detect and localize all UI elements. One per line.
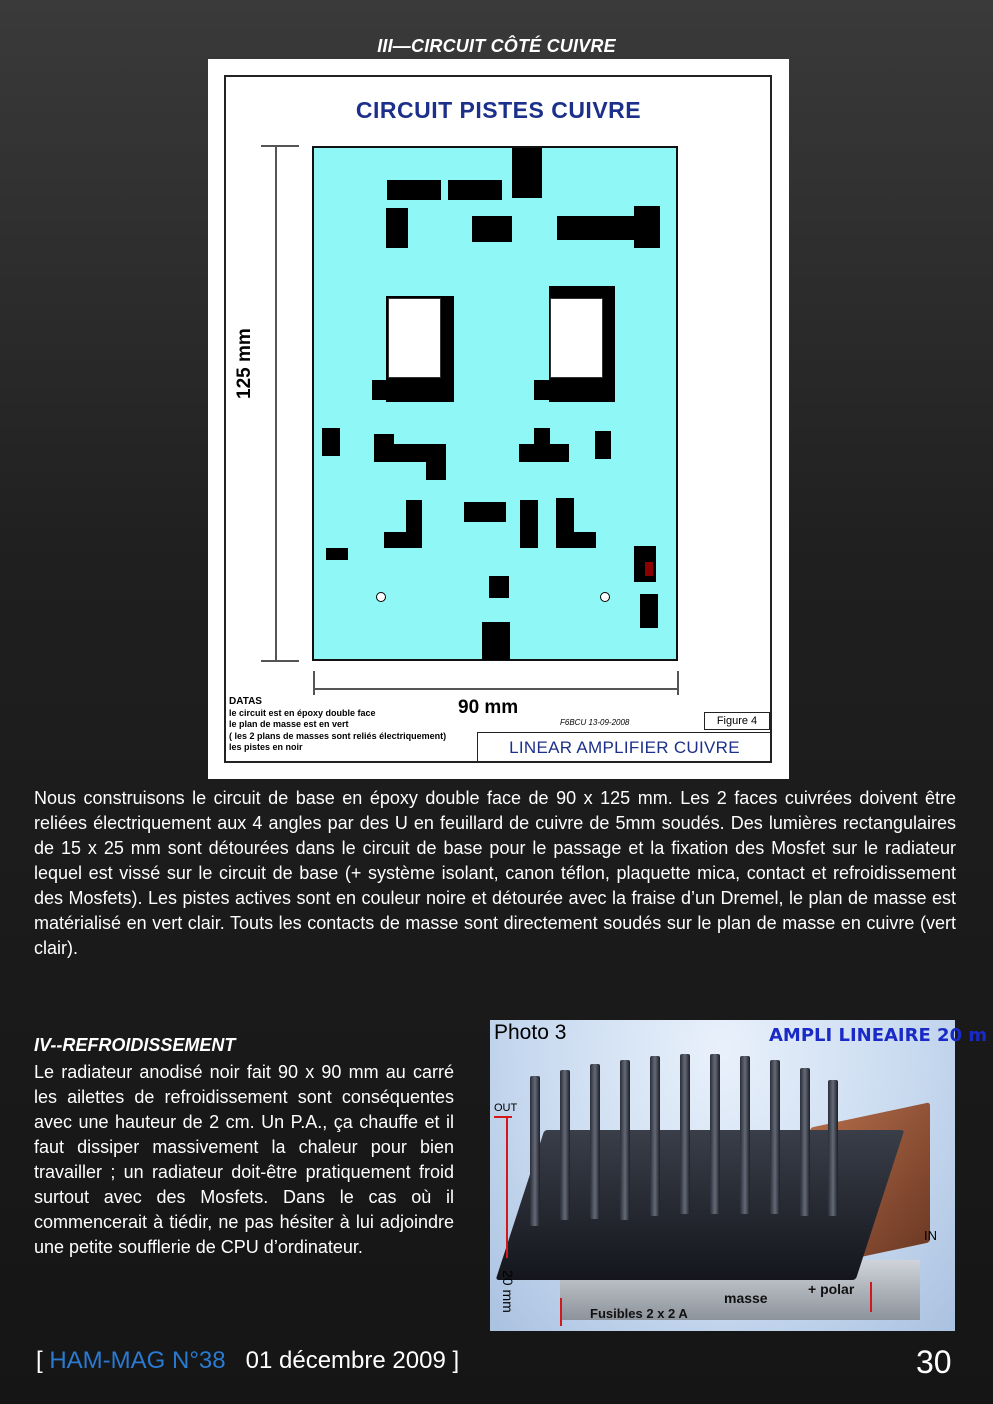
track: [372, 380, 408, 400]
track: [534, 428, 550, 448]
dim-tick-left: [313, 671, 315, 695]
photo-annotation-line: [506, 1118, 508, 1258]
page-footer: [36, 1347, 459, 1375]
photo-fin: [828, 1080, 838, 1216]
photo-fin: [770, 1060, 780, 1214]
photo-masse-label: masse: [724, 1290, 768, 1306]
datas-line: les pistes en noir: [229, 742, 303, 752]
photo-fin: [590, 1064, 600, 1219]
track: [322, 428, 340, 456]
photo-height-label: 20 mm: [500, 1270, 516, 1313]
mosfet-cutout-right: [550, 298, 603, 378]
section-title-cooling: IV--REFROIDISSEMENT: [34, 1035, 236, 1055]
paragraph-cooling: Le radiateur anodisé noir fait 90 x 90 mm au carré les ailettes de refroidissement sont conséquentes avec une hauteur de 2 cm. Un P.A., ça chauffe et il faut dissiper massivement la chaleur pour bien travailler ; un radiateur doit-être pratiquement froid surtout avec des Mosfets. Dans le cas où il commencerait à tiédir, ne pas hésiter à lui adjoindre une petite soufflerie de CPU d’ordinateur.: [34, 1062, 454, 1257]
paragraph-circuit: Nous construisons le circuit de base en époxy double face de 90 x 125 mm. Les 2 faces cuivrées doivent être reliées électriquement aux 4 angles par des U en feuillard de cuivre de 5mm soudés. Des lumières rectangulaires de 15 x 25 mm sont détourées dans le circuit de base pour le passage et la fixation des Mosfet sur le radiateur lequel est vissé sur le circuit de base (+ système isolant, canon téflon, plaquette mica, contact et refroidissement des Mosfets). Les pistes actives sont en couleur noire et détourée avec la fraise d’un Dremel, le plan de masse est matérialisé en vert clair. Touts les contacts de masse sont directement soudés sur le plan de masse en cuivre (vert clair).: [34, 788, 956, 958]
photo-annotation-line: [870, 1282, 872, 1312]
photo-fin: [680, 1054, 690, 1214]
photo-fuses-label: Fusibles 2 x 2 A: [590, 1306, 688, 1321]
dim-tick-top: [261, 145, 299, 147]
figure-pcb-drawing: [208, 59, 789, 779]
track: [534, 380, 570, 400]
track: [464, 502, 506, 522]
dim-line-vertical: [275, 145, 277, 660]
drawing-datas: [229, 696, 446, 754]
photo-fin: [800, 1068, 810, 1216]
section-title-circuit: III—CIRCUIT CÔTÉ CUIVRE: [377, 36, 616, 56]
photo-heatsink: [496, 1130, 905, 1280]
track: [634, 206, 660, 248]
photo-in-label: IN: [924, 1228, 937, 1243]
magazine-issue: HAM-MAG N°38: [49, 1347, 226, 1374]
dim-vertical-label: 125 mm: [234, 328, 255, 399]
datas-line: le plan de masse est en vert: [229, 719, 349, 729]
drawing-footer-title: LINEAR AMPLIFIER CUIVRE: [477, 732, 772, 763]
track: [520, 500, 538, 548]
photo-fin: [620, 1060, 630, 1220]
mounting-hole: [376, 592, 386, 602]
photo-annotation-line: [560, 1298, 562, 1326]
red-mark: [645, 562, 653, 576]
datas-line: le circuit est en époxy double face: [229, 707, 376, 718]
pcb-board: [312, 146, 678, 661]
track: [512, 148, 542, 198]
mounting-hole: [600, 592, 610, 602]
photo-fin: [710, 1054, 720, 1214]
track: [556, 532, 596, 548]
track: [384, 532, 422, 548]
photo-title: AMPLI LINEAIRE 20 m: [769, 1025, 988, 1046]
track: [482, 622, 510, 660]
dim-tick-bottom: [261, 660, 299, 662]
datas-line: ( les 2 plans de masses sont reliés électriquement): [229, 730, 447, 741]
drawing-signature: F6BCU 13-09-2008: [560, 718, 630, 727]
issue-date: 01 décembre 2009 ]: [225, 1347, 460, 1374]
datas-line: DATAS: [229, 696, 262, 707]
track: [326, 548, 348, 560]
photo-label: Photo 3: [494, 1021, 567, 1044]
figure-number: Figure 4: [704, 712, 770, 730]
footer-open-bracket: [: [36, 1347, 50, 1374]
mosfet-cutout-left: [388, 298, 441, 378]
track: [489, 576, 509, 598]
track: [387, 180, 441, 200]
dim-tick-right: [677, 671, 679, 695]
dim-horizontal-label: 90 mm: [458, 697, 519, 718]
photo-fin: [530, 1076, 540, 1226]
track: [472, 216, 512, 242]
photo-fin: [740, 1056, 750, 1214]
photo-out-label: OUT: [494, 1102, 518, 1114]
track: [448, 180, 502, 200]
track: [426, 444, 446, 480]
photo-amplifier: [490, 1020, 988, 1331]
track: [595, 431, 611, 459]
drawing-title: CIRCUIT PISTES CUIVRE: [355, 97, 642, 123]
track: [640, 594, 658, 628]
page-number: 30: [916, 1344, 952, 1380]
photo-polar-label: + polar: [808, 1281, 855, 1297]
photo-fin: [650, 1056, 660, 1216]
track: [386, 208, 408, 248]
dim-line-horizontal: [313, 688, 678, 690]
photo-annotation-line: [494, 1116, 512, 1118]
track: [557, 216, 635, 240]
photo-fin: [560, 1070, 570, 1220]
